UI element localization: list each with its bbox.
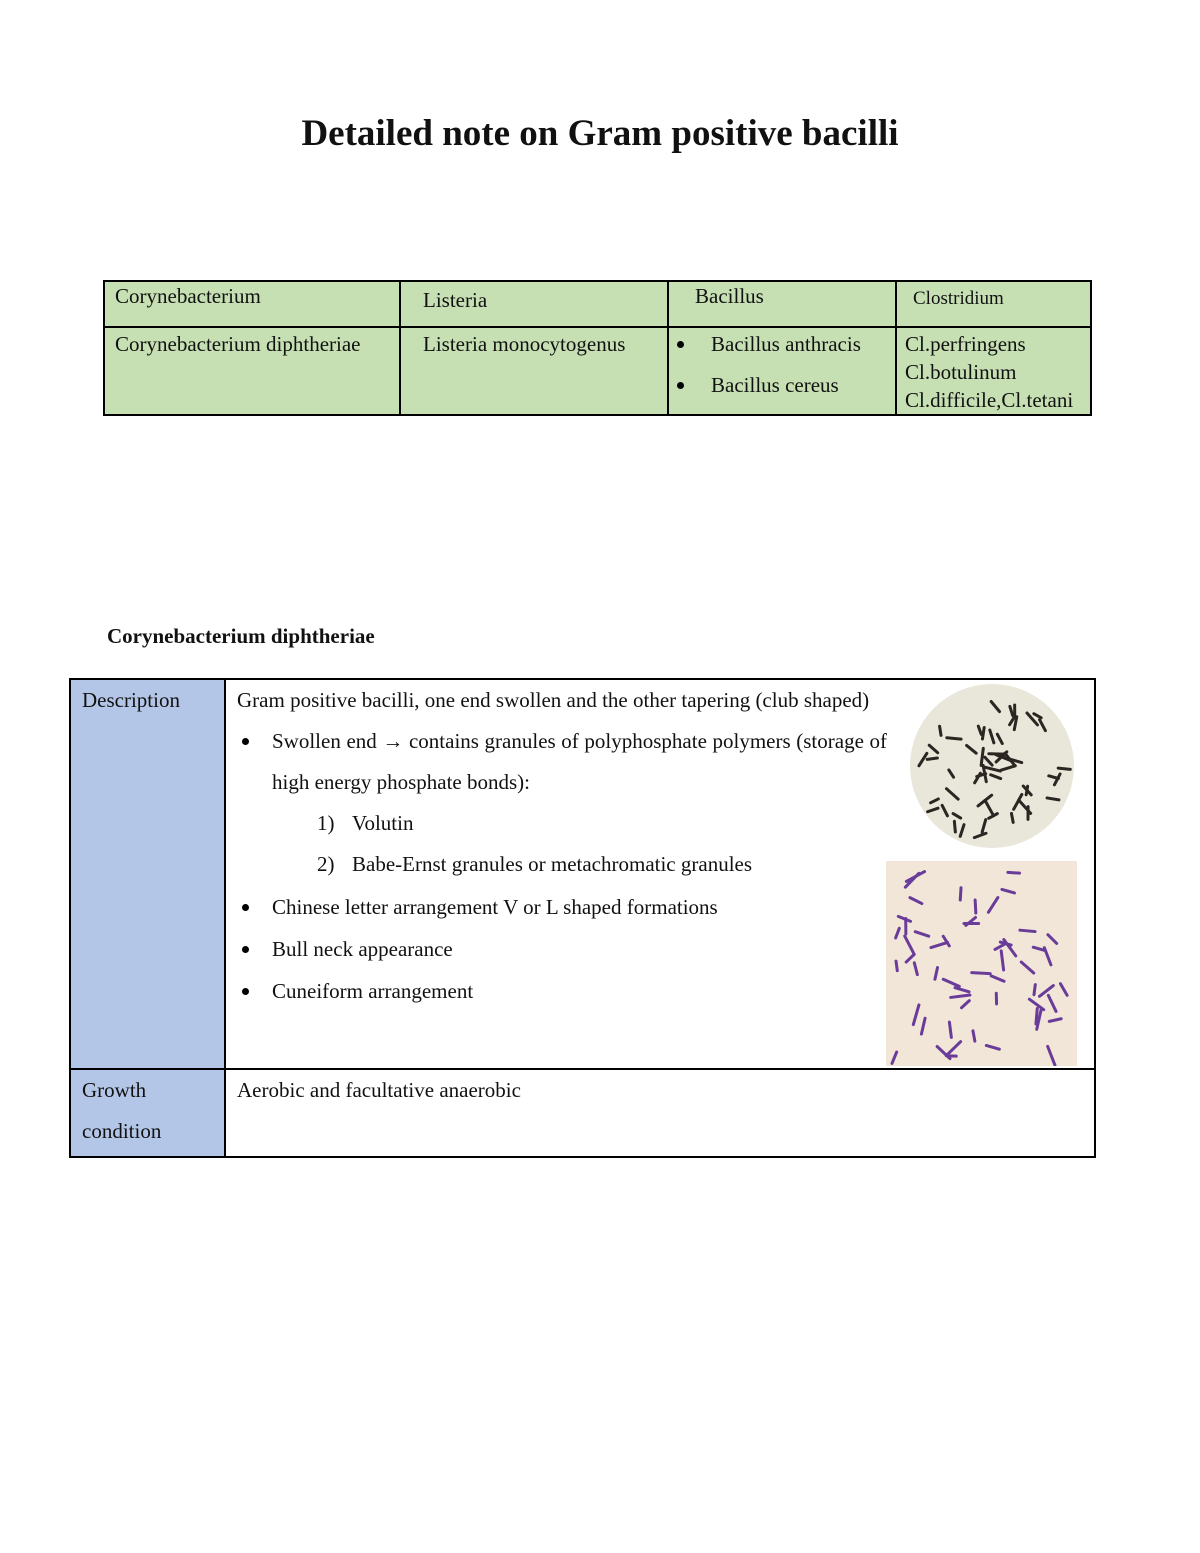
cell-bacillus-species: [668, 327, 896, 415]
bacillus-rod: [913, 1005, 919, 1025]
bacillus-rod: [919, 753, 927, 765]
bacillus-rod: [892, 1052, 897, 1063]
bacillus-rod: [896, 961, 897, 971]
bacillus-rod: [1044, 948, 1051, 965]
bacillus-rod: [946, 1042, 960, 1056]
description-row: [70, 679, 1095, 1069]
list-item: [237, 971, 887, 1012]
bacillus-rod: [972, 973, 990, 974]
bacillus-rod: [978, 726, 981, 734]
granule-name: Volutin: [352, 811, 414, 835]
description-content: [225, 679, 1095, 1069]
bacillus-rod: [1049, 1019, 1061, 1022]
bacillus-rod: [940, 726, 941, 735]
bacillus-rod: [1002, 889, 1015, 893]
list-item: [237, 929, 887, 970]
bacillus-rod: [953, 814, 961, 818]
header-listeria: Listeria: [400, 281, 668, 327]
bacillus-rod: [985, 800, 994, 815]
list-number: 2): [317, 852, 335, 876]
bullet-dot: [242, 738, 249, 745]
bacillus-rod: [982, 727, 984, 739]
overview-table: [103, 280, 1092, 416]
list-item: [237, 803, 887, 844]
bacillus-rod: [915, 932, 928, 936]
micrograph-stained-round: [910, 684, 1074, 848]
bacillus-rod: [991, 775, 1001, 779]
description-intro: Gram positive bacilli, one end swollen and the other tapering (club shaped): [237, 688, 870, 712]
page-title: Detailed note on Gram positive bacilli: [301, 113, 899, 154]
bacillus-rod: [910, 898, 922, 904]
bacillus-rod: [949, 1022, 951, 1037]
bacillus-rod: [1060, 984, 1067, 996]
bacillus-rod: [931, 799, 939, 803]
cell-clostridium-species: [896, 327, 1091, 415]
bacillus-rod: [942, 805, 947, 816]
granule-name: Babe-Ernst granules or metachromatic granules: [352, 852, 753, 876]
clostridium-name: Cl.perfringens: [905, 332, 1026, 356]
feature-text: Bull neck appearance: [272, 937, 453, 961]
section-heading: Corynebacterium diphtheriae: [107, 624, 375, 648]
swollen-end-text: Swollen end → contains granules of polyphosphate polymers (storage of high energy phosphate bonds):: [272, 729, 887, 794]
bacillus-list: [677, 330, 895, 399]
header-corynebacterium: Corynebacterium: [104, 281, 400, 327]
bacillus-rod: [974, 833, 986, 837]
clostridium-name: Cl.difficile,Cl.tetani: [905, 388, 1074, 412]
bacillus-rod: [955, 988, 969, 992]
bacillus-rod: [905, 936, 915, 954]
bacillus-rod: [1001, 951, 1003, 970]
growth-value: Aerobic and facultative anaerobic: [225, 1069, 1095, 1157]
feature-text: Chinese letter arrangement V or L shaped formations: [272, 895, 718, 919]
growth-row: [70, 1069, 1095, 1157]
bacillus-rod: [1048, 935, 1057, 944]
detail-table: [69, 678, 1096, 1158]
bacillus-rod: [1004, 940, 1016, 956]
bacillus-rod: [991, 701, 999, 711]
bacillus-rod: [984, 767, 1000, 771]
bacillus-rod: [929, 745, 937, 752]
bacillus-rod: [997, 734, 1002, 743]
bacillus-rod: [991, 976, 1004, 981]
bullet-dot: [677, 382, 684, 389]
bullet-dot: [242, 988, 249, 995]
bacillus-rod: [931, 942, 948, 947]
bacillus-rod: [943, 979, 959, 986]
bacillus-rod: [1048, 995, 1056, 1011]
bacillus-rod: [951, 995, 970, 997]
bacillus-rod: [1001, 766, 1015, 770]
list-item: [677, 371, 895, 399]
bacillus-rod: [914, 963, 917, 975]
bacillus-rod: [935, 968, 938, 980]
bacillus-rod: [1048, 1046, 1055, 1065]
list-item: [237, 721, 887, 803]
bacillus-rod: [954, 821, 955, 832]
description-label: Description: [70, 679, 225, 1069]
bacillus-rod: [990, 730, 994, 743]
bacillus-rod: [906, 955, 913, 962]
bacillus-rod: [1011, 813, 1013, 822]
bullet-dot: [677, 341, 684, 348]
bacillus-rod: [986, 1045, 999, 1049]
header-bacillus: Bacillus: [668, 281, 896, 327]
overview-body-row: [104, 327, 1091, 415]
bacillus-rod: [1010, 706, 1013, 715]
bacillus-rod: [921, 1018, 925, 1034]
feature-text: Cuneiform arrangement: [272, 979, 474, 1003]
bacillus-rod: [927, 758, 937, 759]
bacillus-rod: [946, 789, 958, 799]
bacillus-rod: [960, 825, 964, 837]
bacillus-rod: [1034, 714, 1041, 718]
bacillus-rod: [1040, 986, 1054, 997]
list-number: 1): [317, 811, 335, 835]
bacillus-rod: [1021, 962, 1033, 973]
growth-label: Growth condition: [70, 1069, 225, 1157]
micrograph-gram-stain: [886, 861, 1077, 1066]
cell-corynebacterium-species: Corynebacterium diphtheriae: [104, 327, 400, 415]
list-item: [237, 887, 887, 928]
bacillus-rod: [982, 820, 986, 833]
bacillus-name: Bacillus cereus: [711, 373, 839, 397]
bacillus-rod: [978, 795, 992, 806]
bacillus-name: Bacillus anthracis: [711, 332, 861, 356]
bacillus-rod: [962, 1001, 970, 1008]
clostridium-name: Cl.botulinum: [905, 360, 1017, 384]
list-item: [237, 844, 887, 885]
bacillus-rod: [1020, 930, 1035, 931]
bacillus-rod: [1008, 872, 1020, 873]
list-item: [677, 330, 895, 358]
bacillus-rod: [988, 898, 997, 913]
bacillus-rod: [1034, 985, 1035, 995]
bacillus-rod: [995, 944, 1004, 949]
bacillus-rod: [975, 900, 976, 913]
bacillus-rod: [967, 745, 977, 753]
bacillus-rod: [947, 738, 961, 739]
bacillus-rod: [1040, 720, 1046, 731]
bullet-dot: [242, 946, 249, 953]
bacillus-rod: [1047, 798, 1059, 800]
bacillus-rod: [985, 757, 992, 765]
bacillus-rod: [960, 888, 961, 900]
overview-header-row: [104, 281, 1091, 327]
bacillus-rod: [896, 928, 900, 938]
header-clostridium: Clostridium: [896, 281, 1091, 327]
bacillus-rod: [1049, 776, 1059, 779]
bacillus-rod: [928, 808, 938, 812]
bacillus-rod: [949, 770, 954, 777]
cell-listeria-species: Listeria monocytogenus: [400, 327, 668, 415]
bacillus-rod: [973, 1031, 975, 1041]
bullet-dot: [242, 904, 249, 911]
bacillus-rod: [981, 748, 983, 765]
bacillus-rod: [1058, 768, 1070, 769]
